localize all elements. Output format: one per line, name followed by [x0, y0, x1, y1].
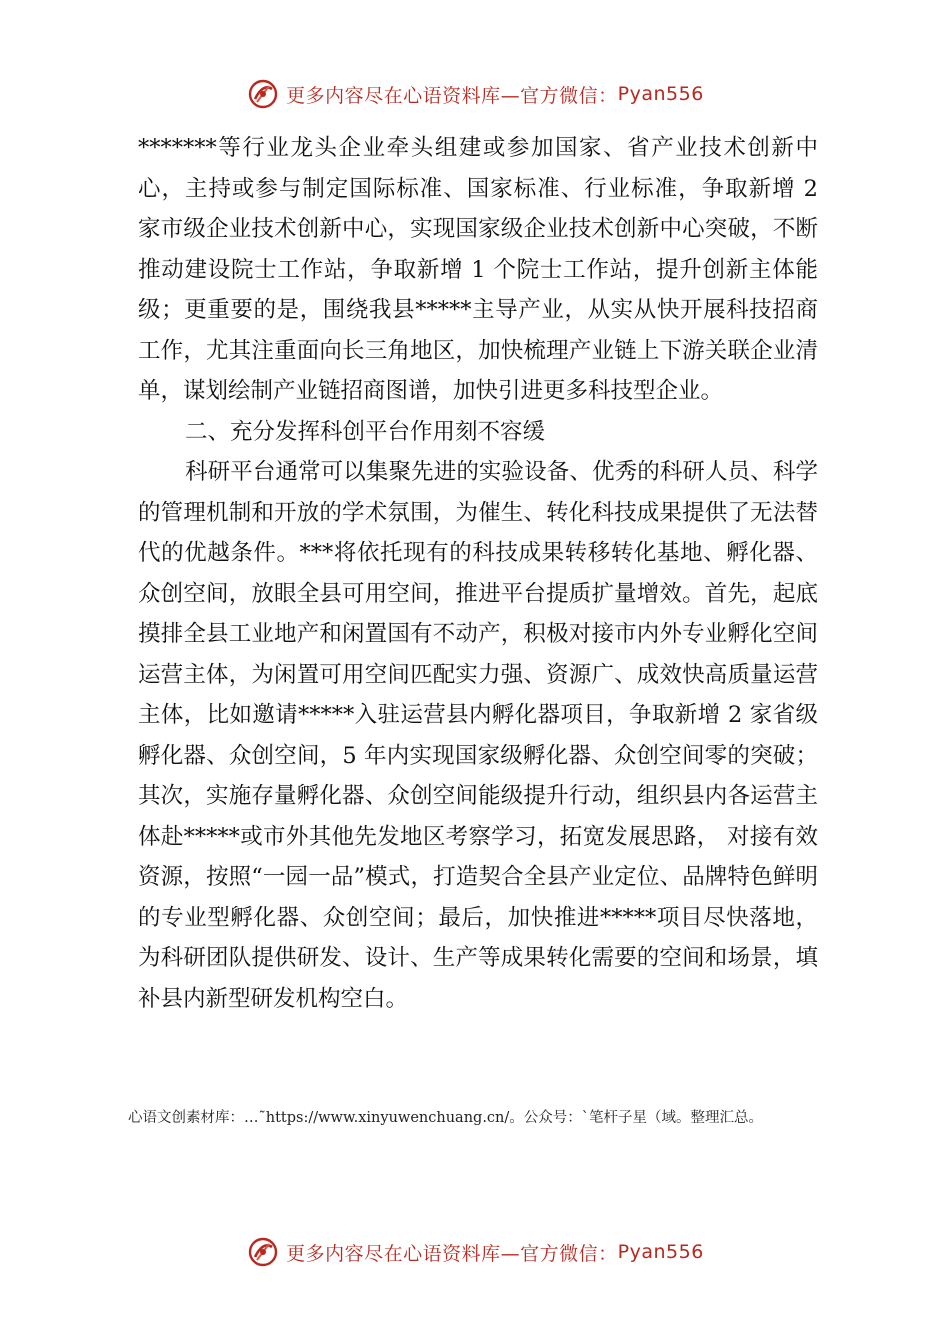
- paragraph-1: *******等行业龙头企业牵头组建或参加国家、省产业技术创新中心，主持或参与制定国际标准、国家标准、行业标准，争取新增 2 家市级企业技术创新中心，实现国家级企业技术创新中心突破，不断推动建设院士工作站，争取新增 1 个院士工作站，提升创新主体能级；更重要的是，围绕我县*****主导产业，从实从快开展科技招商工作，尤其注重面向长三角地区，加快梳理产业链上下游关联企业清单，谋划绘制产业链招商图谱，加快引进更多科技型企业。: [138, 135, 818, 404]
- footer-banner: [0, 1230, 950, 1274]
- scroll-seal-icon: [246, 1235, 280, 1269]
- document-body: [138, 128, 818, 1019]
- banner-text: 更多内容尽在心语资料库—官方微信：: [286, 84, 618, 107]
- source-note: 心语文创素材库：…˜https://www.xinyuwenchuang.cn/。公众号：`笔杆子星（域。整理汇总。: [128, 1110, 764, 1126]
- banner-wechat-id: Pyan556: [617, 83, 704, 105]
- scroll-seal-icon: [246, 77, 280, 111]
- paragraph-2: 科研平台通常可以集聚先进的实验设备、优秀的科研人员、科学的管理机制和开放的学术氛围，为催生、转化科技成果提供了无法替代的优越条件。***将依托现有的科技成果转移转化基地、孵化器、众创空间，放眼全县可用空间，推进平台提质扩量增效。首先，起底摸排全县工业地产和闲置国有不动产，积极对接市内外专业孵化空间运营主体，为闲置可用空间匹配实力强、资源广、成效快高质量运营主体，比如邀请*****入驻运营县内孵化器项目，争取新增 2 家省级孵化器、众创空间，5 年内实现国家级孵化器、众创空间零的突破；其次，实施存量孵化器、众创空间能级提升行动，组织县内各运营主体赴*****或市外其他先发地区考察学习，拓宽发展思路， 对接有效资源，按照“一园一品”模式，打造契合全县产业定位、品牌特色鲜明的专业型孵化器、众创空间；最后，加快推进*****项目尽快落地，为科研团队提供研发、设计、生产等成果转化需要的空间和场景，填补县内新型研发机构空白。: [138, 459, 818, 1012]
- banner-text: 更多内容尽在心语资料库—官方微信：: [286, 1242, 618, 1265]
- banner-wechat-id: Pyan556: [617, 1241, 704, 1263]
- section-heading: 二、充分发挥科创平台作用刻不容缓: [185, 418, 546, 445]
- header-banner: [0, 72, 950, 116]
